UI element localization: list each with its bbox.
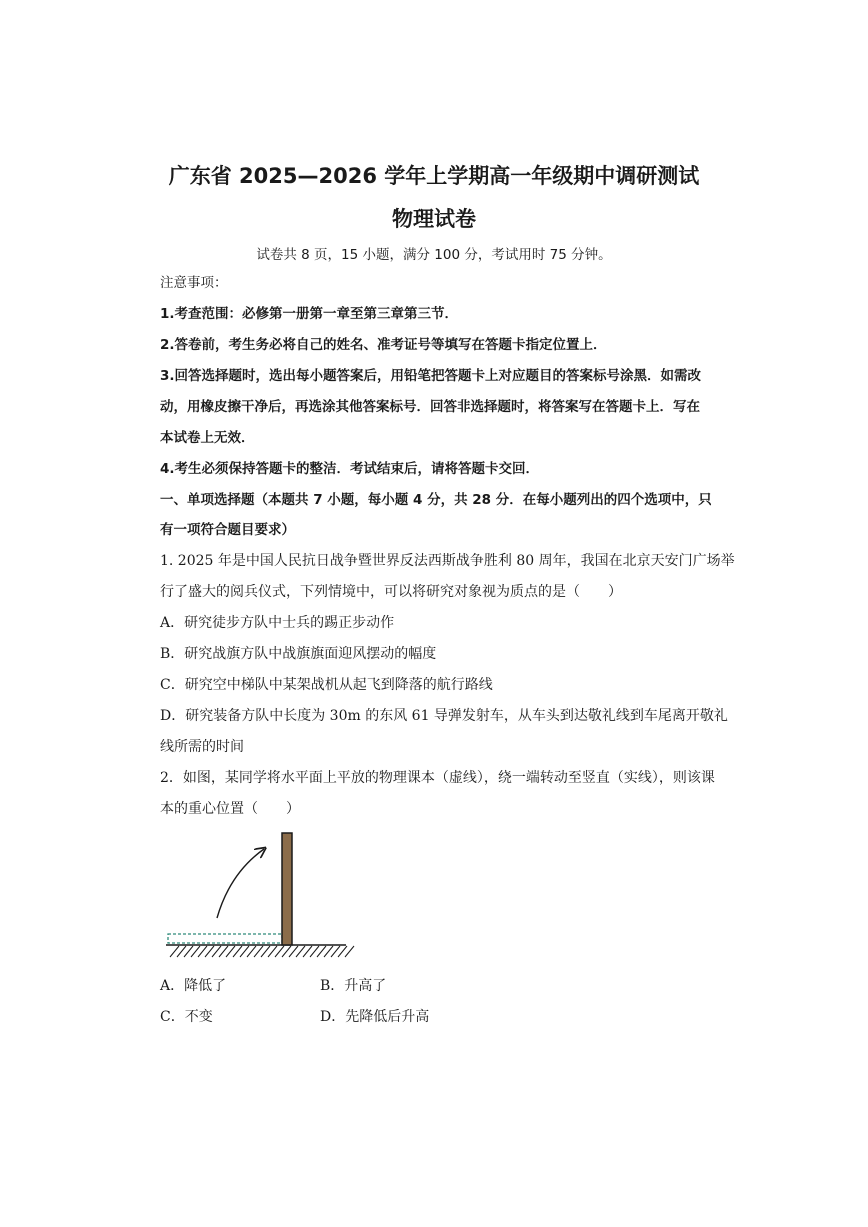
q2-option-b: B．升高了 (320, 978, 387, 994)
section-heading-cont: 有一项符合题目要求） (160, 522, 295, 538)
rotation-arrow (217, 849, 264, 918)
note-item-3-end: 本试卷上无效． (160, 430, 255, 446)
q1-option-c: C．研究空中梯队中某架战机从起飞到降落的航行路线 (160, 677, 493, 693)
q2-stem: 2．如图，某同学将水平面上平放的物理课本（虚线），绕一端转动至竖直（实线），则该课 (160, 770, 715, 786)
note-item-4: 4.考生必须保持答题卡的整洁．考试结束后，请将答题卡交回． (160, 461, 540, 477)
note-item-3-cont: 动，用橡皮擦干净后，再选涂其他答案标号．回答非选择题时，将答案写在答题卡上．写在 (160, 399, 700, 415)
q2-stem-cont: 本的重心位置（ ） (160, 801, 300, 817)
notes-heading: 注意事项： (160, 275, 228, 291)
q2-option-d: D．先降低后升高 (320, 1009, 430, 1025)
upright-book (282, 833, 292, 945)
exam-title: 广东省 2025—2026 学年上学期高一年级期中调研测试 (168, 164, 700, 188)
q2-option-c: C．不变 (160, 1009, 213, 1025)
subject-title: 物理试卷 (392, 207, 476, 231)
exam-meta: 试卷共 8 页，15 小题，满分 100 分，考试用时 75 分钟。 (256, 247, 612, 263)
note-item-3: 3.回答选择题时，选出每小题答案后，用铅笔把答题卡上对应题目的答案标号涂黑．如需改 (160, 368, 702, 384)
section-heading: 一、单项选择题（本题共 7 小题，每小题 4 分，共 28 分．在每小题列出的四个选项中，只 (160, 492, 712, 508)
q1-option-d: D．研究装备方队中长度为 30m 的东风 61 导弹发射车，从车头到达敬礼线到车尾离开敬礼 (160, 708, 728, 724)
q1-option-b: B．研究战旗方队中战旗旗面迎风摆动的幅度 (160, 646, 437, 662)
q1-option-d-cont: 线所需的时间 (160, 739, 244, 755)
ground-hatching (166, 945, 354, 957)
q1-option-a: A．研究徒步方队中士兵的踢正步动作 (160, 615, 395, 631)
note-item-1: 1.考查范围：必修第一册第一章至第三章第三节． (160, 306, 459, 322)
q2-option-a: A．降低了 (160, 978, 227, 994)
q1-stem: 1. 2025 年是中国人民抗日战争暨世界反法西斯战争胜利 80 周年，我国在北京天安门广场举 (160, 553, 735, 569)
q1-stem-cont: 行了盛大的阅兵仪式，下列情境中，可以将研究对象视为质点的是（ ） (160, 584, 622, 600)
note-item-2: 2.答卷前，考生务必将自己的姓名、准考证号等填写在答题卡指定位置上． (160, 337, 607, 353)
q2-figure (160, 828, 360, 958)
dashed-book-outline (168, 934, 282, 943)
